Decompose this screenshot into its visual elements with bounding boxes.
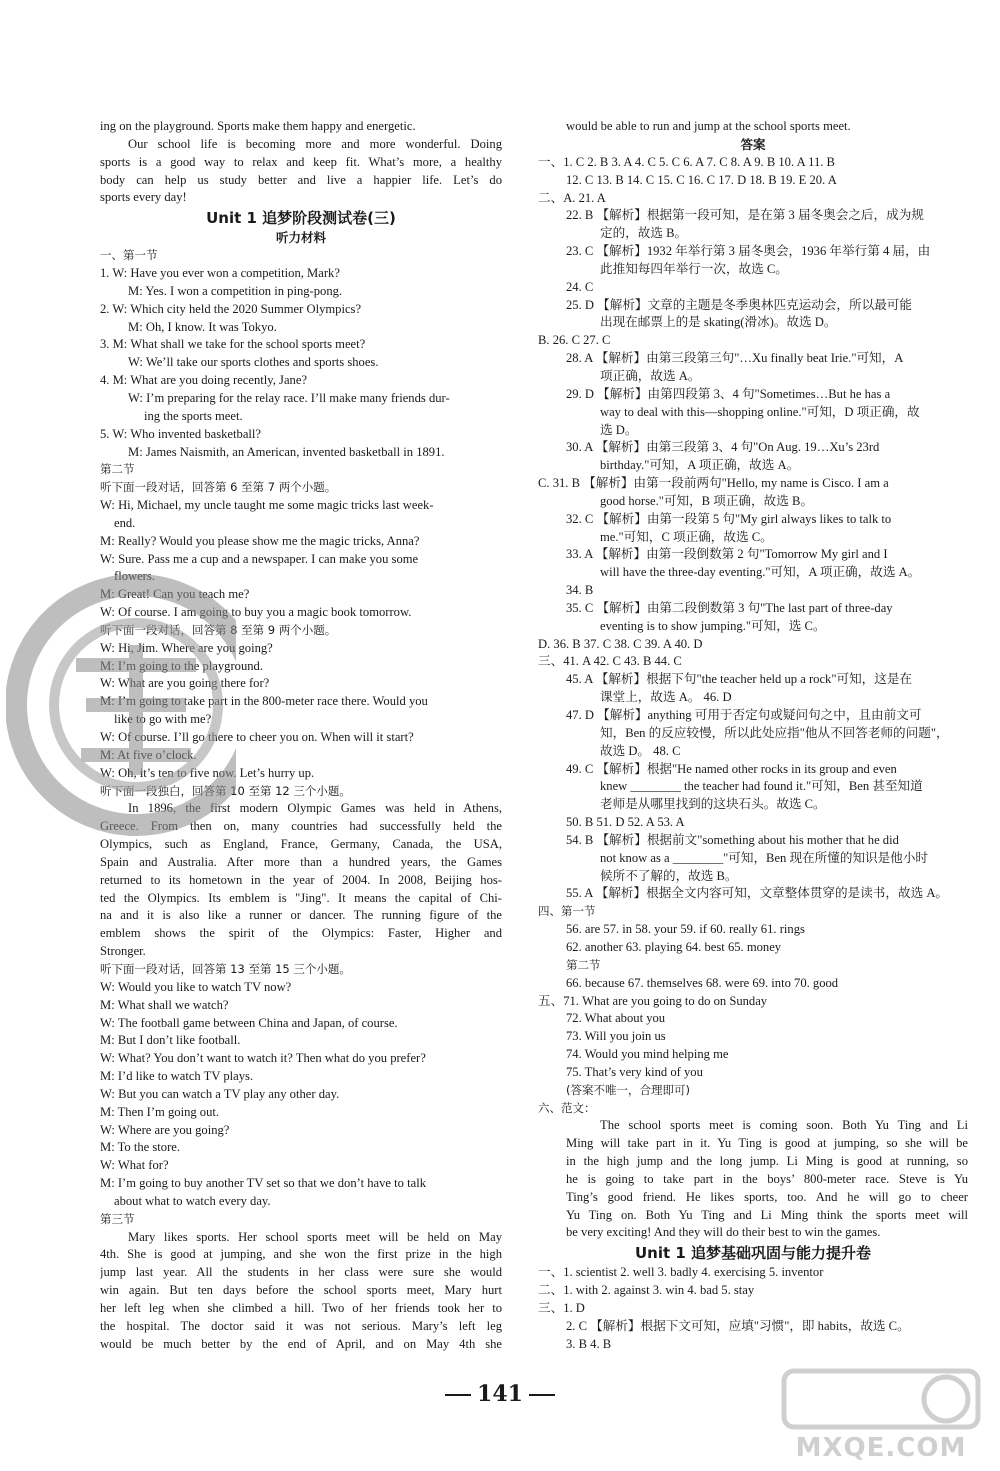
text-line: me."可知，C 项正确，故选 C。 <box>600 529 773 544</box>
text-line: Spain and Australia. After more than a hundred years, the Games <box>100 854 502 869</box>
text-line: 4. M: What are you doing recently, Jane? <box>100 373 308 388</box>
text-line: 33. A 【解析】由第一段倒数第 2 句"Tomorrow My girl and I <box>566 547 888 562</box>
text-line: 72. What about you <box>566 1011 666 1026</box>
text-line: W: We’ll take our sports clothes and sports shoes. <box>128 355 379 370</box>
text-line: W: Where are you going? <box>100 1122 230 1137</box>
text-line: end. <box>114 515 136 530</box>
text-line: Yu Ting on. Both Yu Ting and Li Ming think the sports meet will <box>566 1207 968 1222</box>
text-line: Ting’s good friend. He likes sports, too. And he will go to cheer <box>566 1189 968 1204</box>
text-line: C. 31. B 【解析】由第一段前两句"Hello, my name is Cisco. I am a <box>538 476 889 491</box>
text-line: would be able to run and jump at the school sports meet. <box>566 119 851 133</box>
text-line: like to go with me? <box>114 712 212 727</box>
text-line: 50. B 51. D 52. A 53. A <box>566 815 685 830</box>
text-line: be very exciting! And they will do their best to win the games. <box>566 1225 881 1240</box>
text-line: 25. D 【解析】文章的主题是冬季奥林匹克运动会，所以最可能 <box>566 297 912 312</box>
text-line: in the high jump and the long jump. Li Ming is good at running, so <box>566 1154 968 1169</box>
text-line: ing the sports meet. <box>144 408 243 423</box>
text-line: emblem shows the spirit of the Olympics: Faster, Higher and <box>100 926 502 941</box>
text-line: ted the Olympics. Its emblem is "Jing". It means the capital of Chi- <box>100 890 502 905</box>
text-line: 五、71. What are you going to do on Sunday <box>538 993 768 1008</box>
text-line: 74. Would you mind helping me <box>566 1047 729 1062</box>
right-column <box>538 118 968 1354</box>
section-heading: 一、第一节 <box>100 248 158 263</box>
text-line: 30. A 【解析】由第三段第 3、4 句"On Aug. 19…Xu’s 23rd <box>566 440 880 455</box>
text-line: flowers. <box>114 569 155 584</box>
text-line: 知，Ben 的反应较慢，所以此处应指"他从不回答老师的问题"， <box>600 725 949 740</box>
text-line: Ming will take part in it. Yu Ting is good at jumping, so she will be <box>566 1136 968 1151</box>
section-heading: 第三节 <box>100 1211 135 1226</box>
text-line: 28. A 【解析】由第三段第三句"…Xu finally beat Irie."可知，A <box>566 351 904 366</box>
text-line: W: Hi, Jim. Where are you going? <box>100 640 273 655</box>
section-heading: 听下面一段独白，回答第 10 至第 12 三个小题。 <box>100 783 351 798</box>
text-line: 45. A 【解析】根据下句"the teacher held up a rock"可知，这是在 <box>566 672 913 687</box>
text-line: way to deal with this—shopping online."可知，D 项正确，故 <box>600 404 920 419</box>
text-line: 老师是从哪里找到的这块石头。故选 C。 <box>600 797 826 812</box>
text-line: 22. B 【解析】根据第一段可知，是在第 3 届冬奥会之后，成为规 <box>566 208 924 223</box>
text-line: 29. D 【解析】由第四段第 3、4 句"Sometimes…But he has a <box>566 386 891 401</box>
text-line: W: What are you going there for? <box>100 676 270 691</box>
text-line: 4th. She is good at jumping, and she won the first prize in the high <box>100 1247 502 1262</box>
text-line: 75. That’s very kind of you <box>566 1064 703 1079</box>
watermark-text: MXQE.COM <box>795 1433 967 1463</box>
text-line: In 1896, the first modern Olympic Games was held in Athens, <box>128 801 502 816</box>
text-line: not know as a ________"可知，Ben 现在所懂的知识是他小时 <box>600 850 929 865</box>
text-line: W: Would you like to watch TV now? <box>100 979 292 994</box>
text-line: 12. C 13. B 14. C 15. C 16. C 17. D 18. B 19. E 20. A <box>566 172 837 187</box>
text-line: 项正确，故选 A。 <box>600 368 701 383</box>
text-line: W: The football game between China and Japan, of course. <box>100 1015 398 1030</box>
section-title: 答案 <box>740 136 766 152</box>
text-line: 73. Will you join us <box>566 1029 666 1044</box>
text-line: M: At five o’clock. <box>100 747 197 762</box>
text-line: 32. C 【解析】由第一段第 5 句"My girl always likes to talk to <box>566 511 892 526</box>
text-line: 54. B 【解析】根据前文"something about his mother that he did <box>566 832 899 847</box>
text-line: W: Sure. Pass me a cup and a newspaper. I can make you some <box>100 551 419 566</box>
text-line: knew ________ the teacher had found it."可知，Ben 甚至知道 <box>600 779 923 794</box>
page-number-text: 141 <box>477 1381 523 1407</box>
text-line: M: James Naismith, an American, invented basketball in 1891. <box>128 444 445 459</box>
text-line: Stronger. <box>100 944 146 959</box>
text-line: will have the three-day eventing."可知，A 项正确，故选 A。 <box>600 565 921 580</box>
section-heading: 听下面一段对话，回答第 8 至第 9 两个小题。 <box>100 622 337 637</box>
text-line: M: Great! Can you teach me? <box>100 587 250 602</box>
text-line: 49. C 【解析】根据"He named other rocks in its group and even <box>566 761 897 776</box>
text-line: 3. M: What shall we take for the school sports meet? <box>100 337 366 352</box>
section-heading: 第二节 <box>566 957 601 972</box>
text-line: 一、1. scientist 2. well 3. badly 4. exercising 5. inventor <box>538 1265 824 1280</box>
text-line: W: Oh, it’s ten to five now. Let’s hurry up. <box>100 765 315 780</box>
text-line: M: I’m going to take part in the 800-meter race there. Would you <box>100 694 428 709</box>
text-line: 56. are 57. in 58. your 59. if 60. really 61. rings <box>566 922 805 937</box>
text-line: W: What for? <box>100 1158 169 1173</box>
text-line: 1. W: Have you ever won a competition, Mark? <box>100 266 340 281</box>
text-line: about what to watch every day. <box>114 1193 271 1208</box>
text-line: W: Of course. I’ll go there to cheer you on. When will it start? <box>100 730 414 744</box>
text-line: M: Yes. I won a competition in ping-pong. <box>128 283 343 298</box>
text-line: M: I’m going to buy another TV set so that we don’t have to talk <box>100 1176 426 1191</box>
text-line: M: I’m going to the playground. <box>100 658 263 673</box>
text-line: sports every day! <box>100 190 187 205</box>
text-line: 此推知每四年举行一次，故选 C。 <box>600 261 788 276</box>
text-line: 62. another 63. playing 64. best 65. money <box>566 939 782 954</box>
text-line: Our school life is becoming more and more wonderful. Doing <box>128 136 502 151</box>
text-line: 一、1. C 2. B 3. A 4. C 5. C 6. A 7. C 8. A 9. B 10. A 11. B <box>538 154 835 169</box>
text-line: M: Then I’m going out. <box>100 1104 220 1119</box>
text-line: 三、41. A 42. C 43. B 44. C <box>538 654 682 669</box>
text-line: 故选 D。 48. C <box>600 743 681 758</box>
text-line: 5. W: Who invented basketball? <box>100 426 261 441</box>
text-line: M: I’d like to watch TV plays. <box>100 1069 254 1084</box>
left-column <box>100 118 502 1354</box>
text-line: 55. A 【解析】根据全文内容可知，文章整体贯穿的是读书，故选 A。 <box>566 886 949 901</box>
text-line: 66. because 67. themselves 68. were 69. into 70. good <box>566 975 839 990</box>
text-line: 定的，故选 B。 <box>600 226 688 241</box>
text-line: M: Really? Would you please show me the magic tricks, Anna? <box>100 533 420 548</box>
text-line: W: Of course. I am going to buy you a magic book tomorrow. <box>100 605 412 620</box>
text-line: na and it is also like a runner or dancer. The running figure of the <box>100 908 502 923</box>
text-line: 2. C 【解析】根据下文可知，应填"习惯"，即 habits，故选 C。 <box>566 1318 910 1333</box>
text-line: M: Oh, I know. It was Tokyo. <box>128 319 277 334</box>
text-line: W: But you can watch a TV play any other day. <box>100 1086 340 1101</box>
text-line: birthday."可知，A 项正确，故选 A。 <box>600 458 800 473</box>
section-heading: 六、范文： <box>538 1100 596 1115</box>
text-line: good horse."可知，B 项正确，故选 B。 <box>600 493 813 508</box>
text-line: 3. B 4. B <box>566 1336 612 1351</box>
text-line: D. 36. B 37. C 38. C 39. A 40. D <box>538 636 703 651</box>
section-heading: 四、第一节 <box>538 904 596 919</box>
text-line: The school sports meet is coming soon. Both Yu Ting and Li <box>600 1118 968 1133</box>
text-line: 24. C <box>566 279 594 294</box>
watermark-badge-icon <box>776 1365 986 1435</box>
text-line: he is going to take part in the boys’ 800-meter race. Steve is Yu <box>566 1171 968 1186</box>
text-line: 二、1. with 2. against 3. win 4. bad 5. stay <box>538 1283 755 1298</box>
text-line: M: To the store. <box>100 1140 181 1155</box>
text-line: body can help us study better and live a happier life. Let’s do <box>100 172 502 187</box>
text-line: Mary likes sports. Her school sports meet will be held on May <box>128 1229 502 1244</box>
text-line: 候所不了解的，故选 B。 <box>600 868 738 883</box>
text-line: 35. C 【解析】由第二段倒数第 3 句"The last part of three-day <box>566 600 893 615</box>
text-line: her left leg when she climbed a hill. Two of her friends took her to <box>100 1301 502 1315</box>
section-heading: 第二节 <box>100 462 135 477</box>
text-line: Greece. From then on, many countries had successfully held the <box>100 819 502 834</box>
section-heading: 听下面一段对话，回答第 13 至第 15 三个小题。 <box>100 961 351 976</box>
text-line: ing on the playground. Sports make them happy and energetic. <box>100 119 416 133</box>
text-line: win again. But ten days before the school sports meet, Mary hurt <box>100 1283 502 1298</box>
text-line: 选 D。 <box>600 422 638 437</box>
watermark-logo <box>776 1365 986 1465</box>
text-line: Olympics, such as England, France, Germany, Canada, the USA, <box>100 837 502 852</box>
text-line: M: But I don’t like football. <box>100 1033 241 1048</box>
section-heading: 听下面一段对话，回答第 6 至第 7 两个小题。 <box>100 480 337 495</box>
section-title: 听力材料 <box>275 230 326 246</box>
text-line: 2. W: Which city held the 2020 Summer Olympics? <box>100 301 362 316</box>
text-line: eventing is to show jumping."可知，选 C。 <box>600 618 826 633</box>
text-line: 23. C 【解析】1932 年举行第 3 届冬奥会，1936 年举行第 4 届，由 <box>566 244 931 259</box>
text-line: B. 26. C 27. C <box>538 333 611 348</box>
text-line: jump last year. All the students in her class were sure she would <box>100 1265 502 1280</box>
text-line: 出现在邮票上的是 skating(滑冰)。故选 D。 <box>600 315 837 330</box>
text-line: 47. D 【解析】anything 可用于否定句或疑问句之中，且由前文可 <box>566 708 922 722</box>
text-line: the hospital. The doctor said it was not serious. Mary’s left leg <box>100 1318 502 1333</box>
text-line: M: What shall we watch? <box>100 997 229 1012</box>
text-line: 三、1. D <box>538 1301 585 1315</box>
text-line: 课堂上，故选 A。 46. D <box>600 690 732 705</box>
text-line: 二、A. 21. A <box>538 190 606 205</box>
text-line: W: Hi, Michael, my uncle taught me some magic tricks last week- <box>100 498 434 513</box>
section-title: Unit 1 追梦阶段测试卷(三) <box>206 209 396 228</box>
text-line: returned to its hometown in the year of 2004. In 2008, Beijing hos- <box>100 872 502 887</box>
text-line: sports is a good way to relax and keep fit. What’s more, a healthy <box>100 154 502 169</box>
text-line: would be much better by the end of April, and on May 4th she <box>100 1336 502 1351</box>
text-line: W: What? You don’t want to watch it? Then what do you prefer? <box>100 1051 426 1066</box>
text-line: W: I’m preparing for the relay race. I’ll make many friends dur- <box>128 390 450 405</box>
section-title: Unit 1 追梦基础巩固与能力提升卷 <box>634 1244 872 1263</box>
section-heading: (答案不唯一，合理即可) <box>566 1082 690 1097</box>
text-line: 34. B <box>566 583 594 598</box>
